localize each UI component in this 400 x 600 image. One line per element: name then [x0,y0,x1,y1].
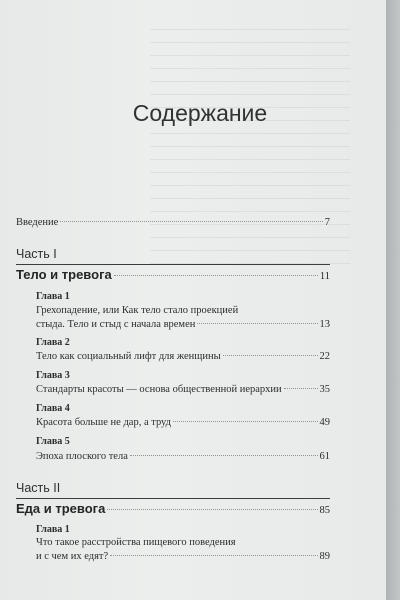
leader-dots [223,355,318,356]
chapter-title-line: Тело как социальный лифт для женщины [36,351,221,362]
leader-dots [173,421,318,422]
part-label: Часть I [16,247,57,261]
chapter-label: Глава 1 [36,291,70,302]
toc-page-number: 85 [319,505,330,516]
chapter-label: Глава 2 [36,337,70,348]
chapter-label: Глава 4 [36,403,70,414]
leader-dots [60,221,322,222]
chapter-title-line[interactable]: Грехопадение, или Как тело стало проекцией [36,305,239,316]
leader-dots [107,509,317,510]
chapter-title-line[interactable]: Что такое расстройства пищевого поведения [36,537,236,548]
page-edge-shadow [386,0,400,600]
toc-page-number: 22 [319,351,330,362]
part-label: Часть II [16,481,61,495]
toc-entry-p1-ch5[interactable] [36,450,330,464]
leader-dots [197,323,317,324]
toc-part-2-title[interactable] [16,501,330,516]
toc-entry-p2-ch1[interactable] [36,550,330,564]
toc-page-number: 13 [319,319,330,330]
toc-entry-p1-ch1[interactable] [36,318,330,332]
bleed-through-texture [150,20,350,270]
chapter-label: Глава 5 [36,436,70,447]
part-title-text: Тело и тревога [16,267,112,282]
part-divider [16,264,330,265]
toc-entry-label: Введение [16,217,59,228]
toc-page-number: 49 [319,417,330,428]
leader-dots [284,388,318,389]
leader-dots [114,275,318,276]
toc-page-number: 35 [319,384,330,395]
chapter-title-line: Красота больше не дар, а труд [36,417,171,428]
chapter-title-line: и с чем их едят? [36,551,109,562]
toc-entry-p1-ch2[interactable] [36,350,330,364]
chapter-label: Глава 3 [36,370,70,381]
toc-page-number: 7 [324,217,330,228]
chapter-title-line: Стандарты красоты — основа общественной иерархии [36,384,282,395]
toc-page-number: 61 [319,451,330,462]
toc-entry-intro[interactable] [16,216,330,230]
toc-part-1-title[interactable] [16,267,330,282]
toc-title: Содержание [132,100,268,126]
chapter-title-line: Эпоха плоского тела [36,451,128,462]
toc-entry-p1-ch4[interactable] [36,416,330,430]
leader-dots [130,455,318,456]
part-divider [16,498,330,499]
leader-dots [110,555,317,556]
chapter-label: Глава 1 [36,524,70,535]
toc-entry-p1-ch3[interactable] [36,383,330,397]
part-title-text: Еда и тревога [16,501,106,516]
chapter-title-line: стыда. Тело и стыд с начала времен [36,319,196,330]
toc-page-number: 89 [319,551,330,562]
toc-page-number: 11 [319,271,330,282]
